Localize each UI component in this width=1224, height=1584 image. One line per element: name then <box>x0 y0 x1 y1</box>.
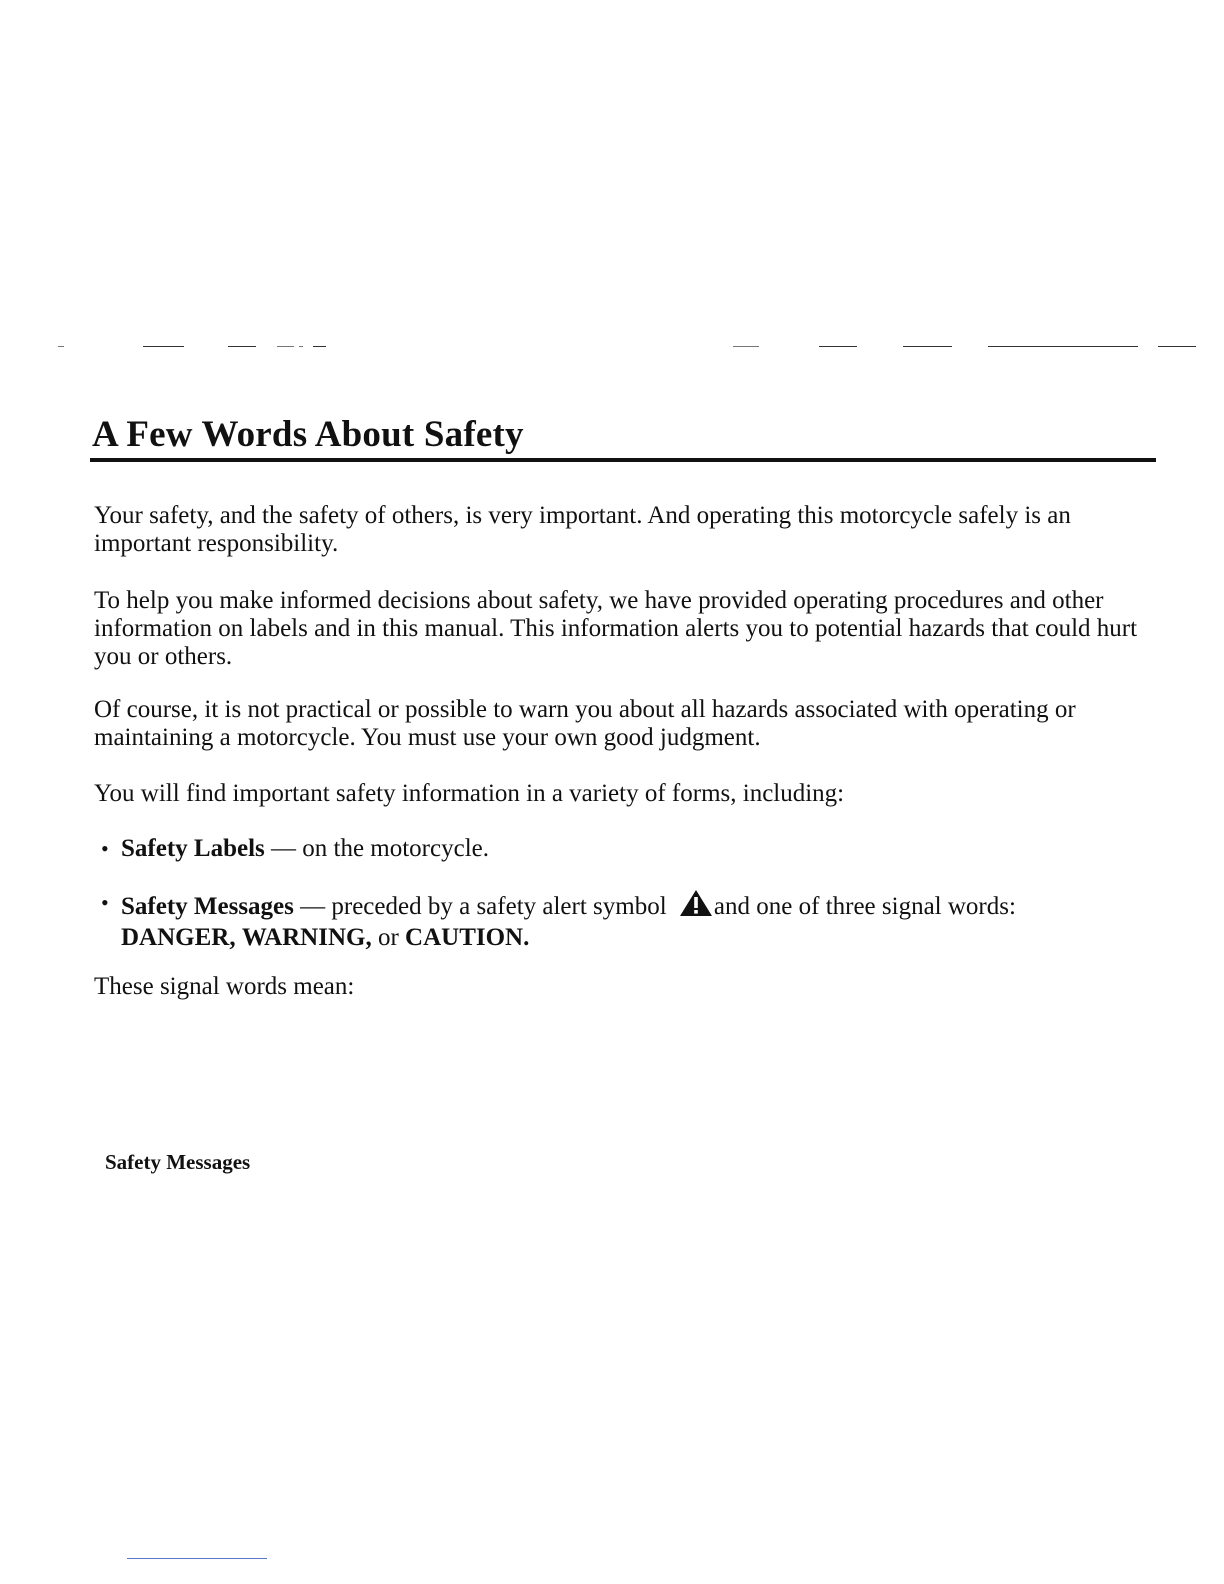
signal-word-connector: or <box>371 924 406 951</box>
bullet-safety-labels-text: — on the motorcycle. <box>264 835 489 862</box>
page-title: A Few Words About Safety <box>92 414 524 455</box>
scan-artifact-dash <box>143 346 184 347</box>
scan-artifact-dash <box>313 346 326 347</box>
signal-word-danger: DANGER, <box>121 924 236 951</box>
scan-artifact-dash <box>228 346 256 347</box>
scan-artifact-dash <box>299 346 303 347</box>
signal-word-warning: WARNING, <box>241 924 372 951</box>
forms-intro-paragraph: You will find important safety information in a variety of forms, including: <box>94 780 845 807</box>
title-underline <box>90 458 1156 462</box>
bullet-safety-labels-title: Safety Labels <box>121 835 265 862</box>
bullet-safety-messages-title: Safety Messages <box>121 893 294 920</box>
good-judgment-paragraph: Of course, it is not practical or possible to warn you about all hazards associated with operating or maintaining a motorcycle. You must use your own good judgment. <box>94 696 1076 751</box>
scan-artifact-dash <box>58 346 64 347</box>
intro-paragraph: Your safety, and the safety of others, is very important. And operating this motorcycle safely is an important responsibility. <box>94 502 1071 557</box>
safety-alert-triangle-icon <box>679 889 713 924</box>
footer-section-label: Safety Messages <box>105 1150 251 1174</box>
scan-artifact-dash <box>277 346 294 347</box>
bullet-safety-messages-text: — preceded by a safety alert symbol <box>293 893 673 920</box>
bullet-safety-messages <box>121 889 1161 952</box>
scan-artifact-dash <box>903 346 952 347</box>
scan-artifact-dash <box>733 346 759 347</box>
scan-artifact-dash <box>819 346 857 347</box>
bullet-safety-messages-text-after: and one of three signal words: <box>713 893 1016 920</box>
bullet-dot: • <box>101 836 109 861</box>
bottom-divider <box>127 1558 267 1559</box>
signal-words-intro: These signal words mean: <box>94 973 355 1000</box>
bullet-safety-labels <box>121 835 1161 863</box>
informed-decisions-paragraph: To help you make informed decisions about safety, we have provided operating procedures and other information on labels and in this manual. This information alerts you to potential hazards that could hurt you or others. <box>94 587 1138 670</box>
scan-artifact-dash <box>1158 346 1196 347</box>
bullet-dot: • <box>101 890 109 915</box>
signal-word-caution: CAUTION. <box>405 924 530 951</box>
scan-artifact-dash <box>988 346 1138 347</box>
